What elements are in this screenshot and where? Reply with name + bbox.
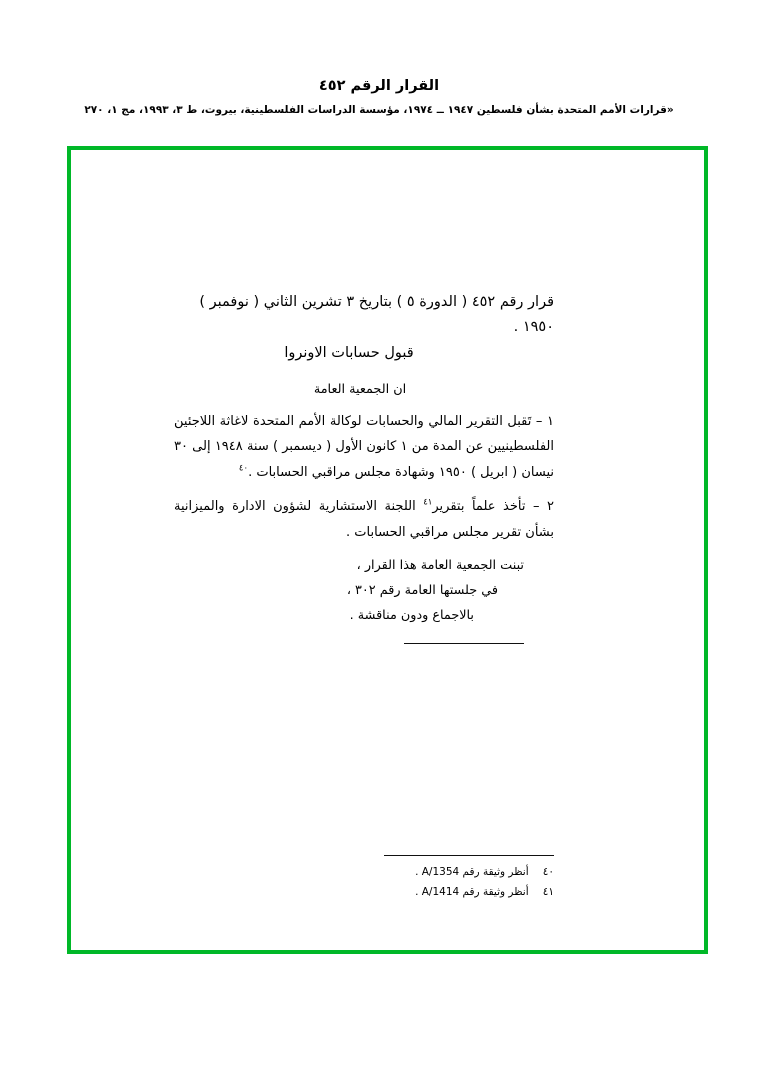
resolution-number-title: القرار الرقم ٤٥٢ [318,78,440,94]
source-citation: «قرارات الأمم المتحدة بشأن فلسطين ١٩٤٧ ــ ١٩٧٤، مؤسسة الدراسات الفلسطينية، بيروت، ط ٣، ١٩٩٣، مج ١، ٢٧٠ [84,104,674,117]
assembly-intro: ان الجمعية العامة [313,382,407,398]
paragraph-2 [174,494,554,545]
footnote-item [294,863,554,882]
resolution-body [174,290,554,644]
paragraph-1-text: ١ – تَقبل التقرير المالي والحسابات لوكالة الأمم المتحدة لاغاثة اللاجئين الفلسطينيين عن المدة من ١ كانون الأول ( ديسمبر ) سنة ١٩٤٨ إلى ٣٠ نيسان ( ابريل ) ١٩٥٠ وشهادة مجلس مراقبي الحسابات . [174,414,554,480]
adoption-line-1: تبنت الجمعية العامة هذا القرار ، [356,557,524,573]
adoption-line-2: في جلستها العامة رقم ٣٠٢ ، [346,582,498,598]
footnote-marker-41: ٤١ [423,497,433,508]
resolution-heading-line-1: قرار رقم ٤٥٢ ( الدورة ٥ ) بتاريخ ٣ تشرين الثاني ( نوفمبر ) ١٩٥٠ . [199,294,554,336]
footnote-text-suffix: . [415,866,419,879]
footnote-document-id: A/1354 [421,866,460,879]
paragraph-2-text-post: اللجنة الاستشارية لشؤون الادارة والميزانية بشأن تقرير مجلس مراقبي الحسابات . [174,499,554,540]
document-header [0,78,758,118]
footnote-item [294,883,554,902]
adoption-line-3: بالاجماع ودون مناقشة . [349,607,474,623]
footnote-marker-40: ٤٠ [238,463,249,474]
footnotes-section [294,855,554,902]
paragraph-1 [174,409,554,485]
footnote-text-suffix: . [415,885,419,898]
footnote-document-id: A/1414 [421,885,460,898]
footnote-number: ٤٠ [542,866,554,879]
resolution-heading-line-2: قبول حسابات الاونروا [284,344,414,361]
footnote-text: أنظر وثيقة رقم [462,866,529,879]
section-divider [404,643,524,644]
footnote-separator-rule [384,855,554,856]
scanned-page-frame [67,146,708,954]
footnote-text: أنظر وثيقة رقم [462,885,529,898]
footnote-number: ٤١ [542,885,554,898]
adoption-note [174,554,554,629]
resolution-heading [174,290,554,366]
paragraph-2-text-pre: ٢ – تأخذ علماً بتقرير [432,499,554,515]
